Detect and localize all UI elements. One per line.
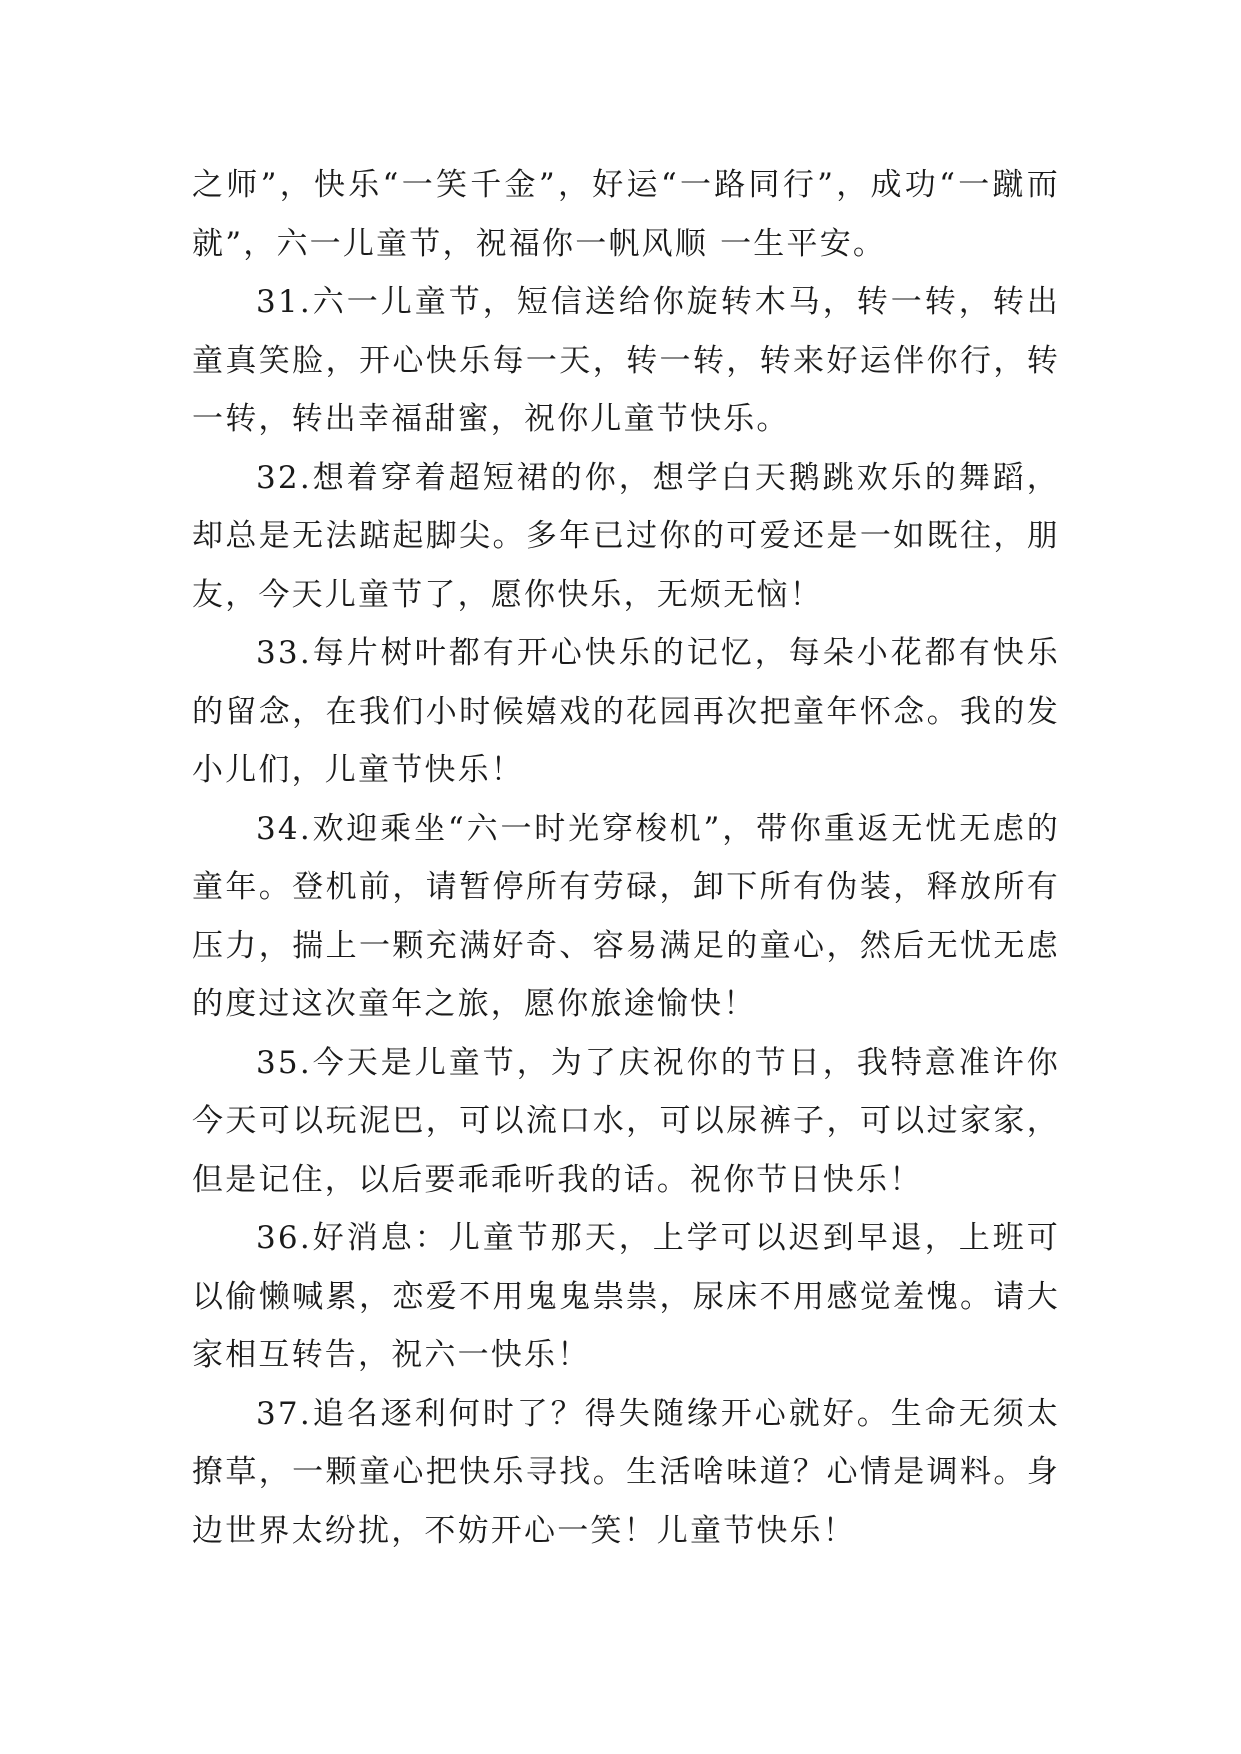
paragraph-33: 33.每片树叶都有开心快乐的记忆，每朵小花都有快乐的留念，在我们小时候嬉戏的花园再次把童年怀念。我的发小儿们，儿童节快乐！: [192, 635, 1060, 788]
paragraph-35: 35.今天是儿童节，为了庆祝你的节日，我特意准许你今天可以玩泥巴，可以流口水，可以尿裤子，可以过家家，但是记住，以后要乖乖听我的话。祝你节日快乐！: [192, 1044, 1060, 1198]
paragraph-32: 32.想着穿着超短裙的你，想学白天鹅跳欢乐的舞蹈，却总是无法踮起脚尖。多年已过你的可爱还是一如既往，朋友，今天儿童节了，愿你快乐，无烦无恼！: [192, 459, 1060, 613]
paragraph-37: 37.追名逐利何时了？得失随缘开心就好。生命无须太撩草，一颗童心把快乐寻找。生活啥味道？心情是调料。身边世界太纷扰，不妨开心一笑！儿童节快乐！: [192, 1395, 1060, 1549]
paragraph-34: 34.欢迎乘坐“六一时光穿梭机”，带你重返无忧无虑的童年。登机前，请暂停所有劳碌，卸下所有伪装，释放所有压力，揣上一颗充满好奇、容易满足的童心，然后无忧无虑的度过这次童年之旅，愿你旅途愉快！: [192, 810, 1060, 1022]
paragraph-31: 31.六一儿童节，短信送给你旋转木马，转一转，转出童真笑脸，开心快乐每一天，转一转，转来好运伴你行，转一转，转出幸福甜蜜，祝你儿童节快乐。: [192, 284, 1060, 437]
paragraph-36: 36.好消息：儿童节那天，上学可以迟到早退，上班可以偷懒喊累，恋爱不用鬼鬼祟祟，尿床不用感觉羞愧。请大家相互转告，祝六一快乐！: [192, 1220, 1060, 1373]
paragraph-continued: 之师”，快乐“一笑千金”，好运“一路同行”，成功“一蹴而就”，六一儿童节，祝福你一帆风顺 一生平安。: [192, 167, 1060, 262]
document-body: [192, 156, 1060, 1560]
